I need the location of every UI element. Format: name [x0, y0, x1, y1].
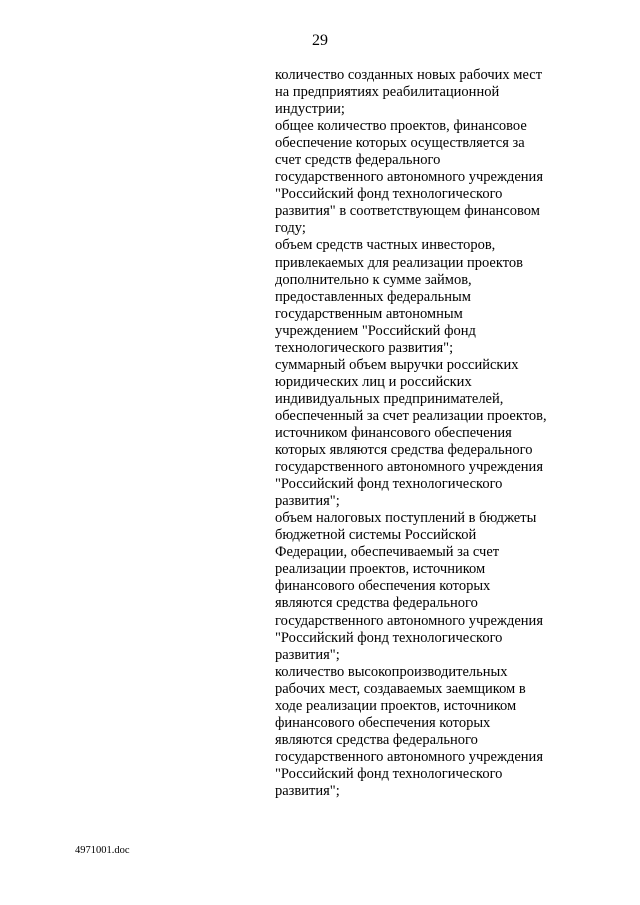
- text-line: государственным автономным: [275, 305, 463, 322]
- text-line: "Российский фонд технологического: [275, 186, 503, 203]
- text-line: бюджетной системы Российской: [275, 527, 477, 544]
- text-line: обеспечение которых осуществляется за: [275, 135, 525, 152]
- text-line: финансового обеспечения которых: [275, 578, 491, 595]
- text-line: на предприятиях реабилитационной: [275, 84, 500, 101]
- text-line: суммарный объем выручки российских: [275, 356, 519, 373]
- text-line: "Российский фонд технологического: [275, 765, 503, 782]
- text-line: технологического развития";: [275, 339, 454, 356]
- text-line: государственного автономного учреждения: [275, 612, 543, 629]
- page-number: 29: [312, 32, 328, 49]
- text-line: привлекаемых для реализации проектов: [275, 254, 523, 271]
- text-line: являются средства федерального: [275, 595, 478, 612]
- text-line: объем налоговых поступлений в бюджеты: [275, 510, 537, 527]
- text-line: источником финансового обеспечения: [275, 424, 512, 441]
- text-line: общее количество проектов, финансовое: [275, 118, 527, 135]
- text-line: Федерации, обеспечиваемый за счет: [275, 544, 500, 561]
- text-line: предоставленных федеральным: [275, 288, 471, 305]
- document-body: [275, 67, 575, 800]
- text-line: государственного автономного учреждения: [275, 169, 543, 186]
- text-line: индивидуальных предпринимателей,: [275, 390, 504, 407]
- text-line: рабочих мест, создаваемых заемщиком в: [275, 680, 526, 697]
- text-line: государственного автономного учреждения: [275, 459, 543, 476]
- text-line: "Российский фонд технологического: [275, 629, 503, 646]
- text-line: объем средств частных инвесторов,: [275, 237, 496, 254]
- footer-filename: 4971001.doc: [75, 845, 130, 856]
- text-line: юридических лиц и российских: [275, 373, 472, 390]
- text-line: реализации проектов, источником: [275, 561, 486, 578]
- text-line: ходе реализации проектов, источником: [275, 697, 517, 714]
- text-line: дополнительно к сумме займов,: [275, 271, 472, 288]
- text-line: финансового обеспечения которых: [275, 714, 491, 731]
- text-line: индустрии;: [275, 101, 345, 118]
- text-line: счет средств федерального: [275, 152, 441, 169]
- text-line: развития";: [275, 782, 340, 799]
- text-line: развития";: [275, 646, 340, 663]
- text-line: развития" в соответствующем финансовом: [275, 203, 540, 220]
- text-line: обеспеченный за счет реализации проектов,: [275, 407, 547, 424]
- text-line: "Российский фонд технологического: [275, 476, 503, 493]
- text-line: количество высокопроизводительных: [275, 663, 508, 680]
- text-line: государственного автономного учреждения: [275, 748, 543, 765]
- text-line: развития";: [275, 493, 340, 510]
- text-line: являются средства федерального: [275, 731, 478, 748]
- text-line: которых являются средства федерального: [275, 442, 533, 459]
- text-line: учреждением "Российский фонд: [275, 322, 476, 339]
- text-line: количество созданных новых рабочих мест: [275, 67, 543, 83]
- text-line: году;: [275, 220, 306, 237]
